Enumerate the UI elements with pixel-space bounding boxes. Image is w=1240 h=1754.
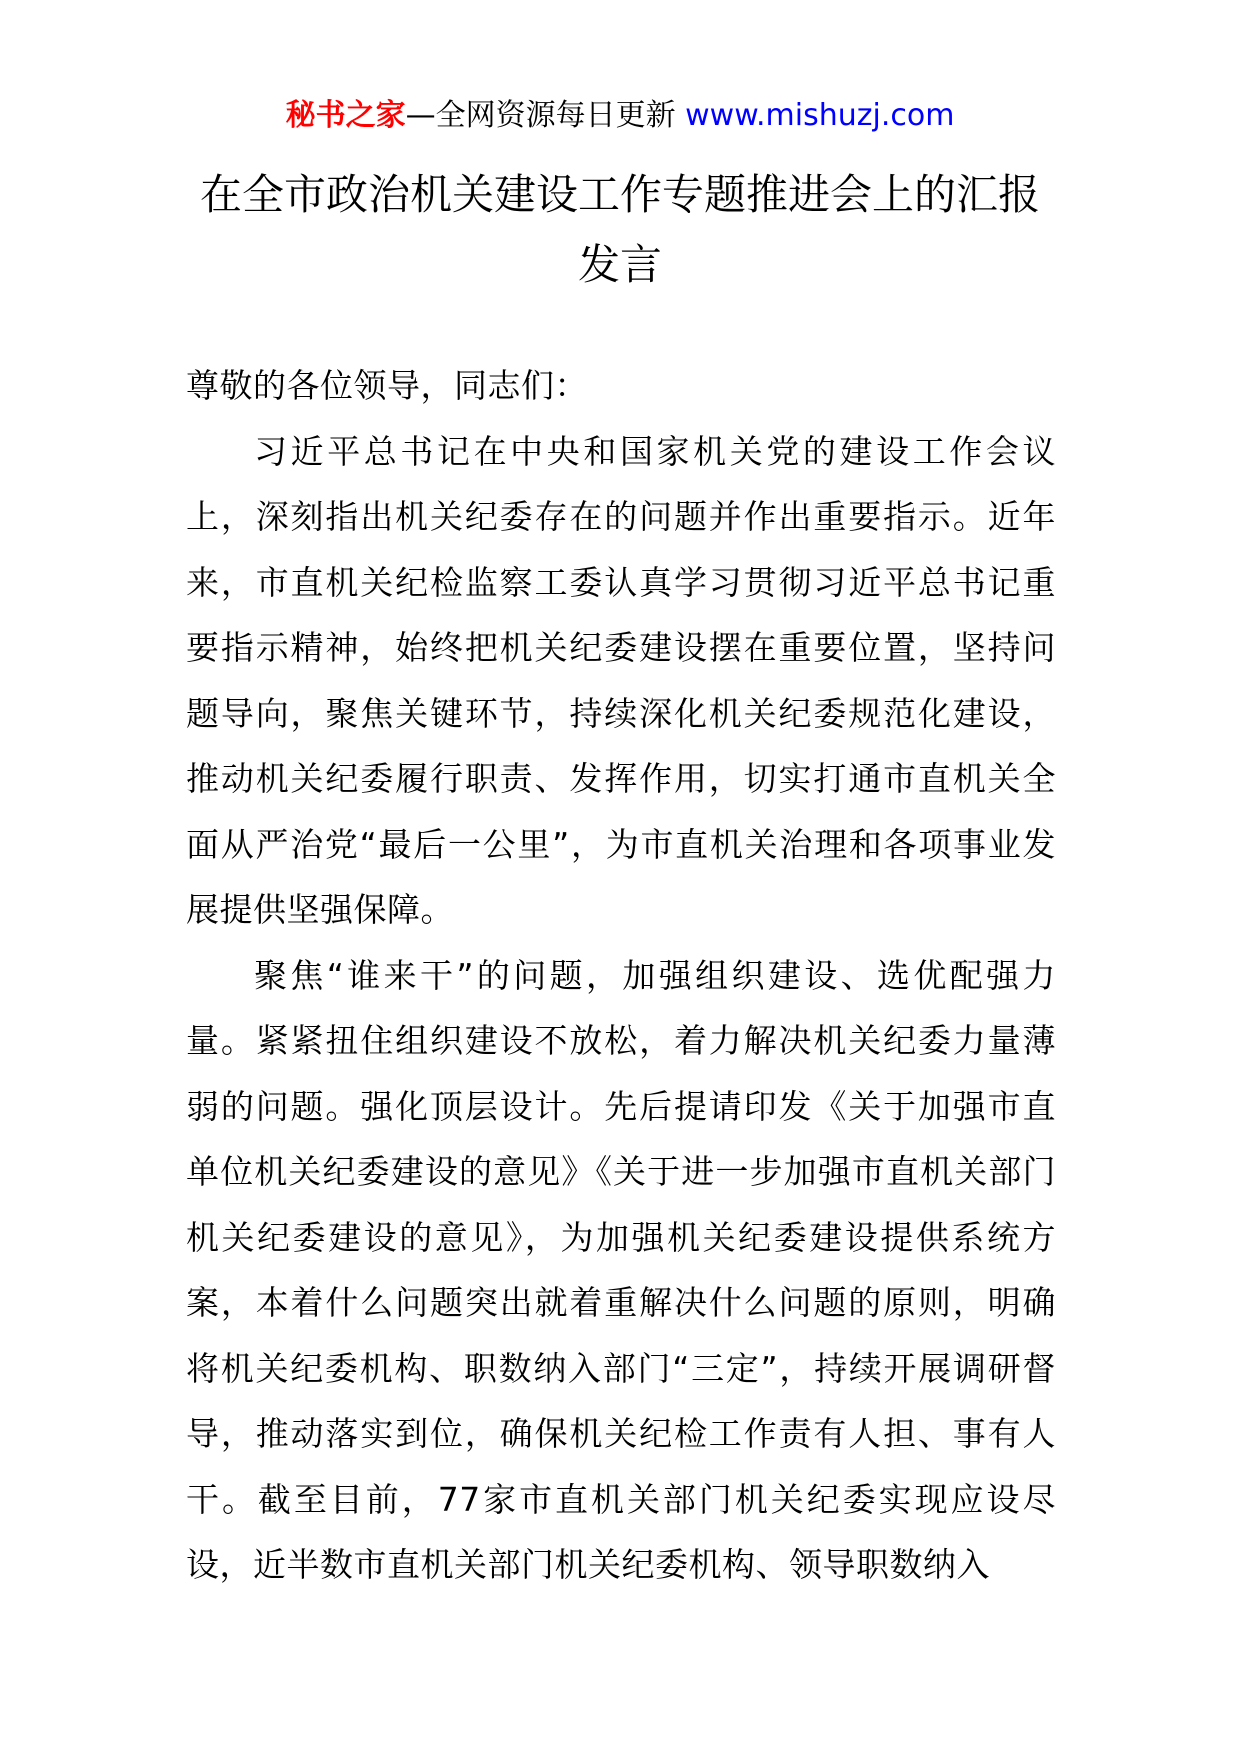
document-body xyxy=(186,353,1056,1598)
brand-name: 秘书之家 xyxy=(285,98,406,133)
paragraph-1: 习近平总书记在中央和国家机关党的建设工作会议上，深刻指出机关纪委存在的问题并作出重要指示。近年来，市直机关纪检监察工委认真学习贯彻习近平总书记重要指示精神，始终把机关纪委建设摆在重要位置，坚持问题导向，聚焦关键环节，持续深化机关纪委规范化建设，推动机关纪委履行职责、发挥作用，切实打通市直机关全面从严治党“最后一公里”，为市直机关治理和各项事业发展提供坚强保障。 xyxy=(186,431,1056,929)
document-title xyxy=(160,160,1080,300)
title-line-1: 在全市政治机关建设工作专题推进会上的汇报 xyxy=(199,170,1040,219)
salutation: 尊敬的各位领导，同志们： xyxy=(186,366,588,405)
title-line-2: 发言 xyxy=(577,240,662,289)
header-tagline: —全网资源每日更新 xyxy=(405,98,686,133)
site-url-link[interactable]: www.mishuzj.com xyxy=(685,98,955,133)
site-header xyxy=(0,96,1240,136)
paragraph-2: 聚焦“谁来干”的问题，加强组织建设、选优配强力量。紧紧扭住组织建设不放松，着力解决机关纪委力量薄弱的问题。强化顶层设计。先后提请印发《关于加强市直单位机关纪委建设的意见》《关于进一步加强市直机关部门机关纪委建设的意见》，为加强机关纪委建设提供系统方案，本着什么问题突出就着重解决什么问题的原则，明确将机关纪委机构、职数纳入部门“三定”，持续开展调研督导，推动落实到位，确保机关纪检工作责有人担、事有人干。截至目前，77家市直机关部门机关纪委实现应设尽设，近半数市直机关部门机关纪委机构、领导职数纳入 xyxy=(186,955,1056,1584)
